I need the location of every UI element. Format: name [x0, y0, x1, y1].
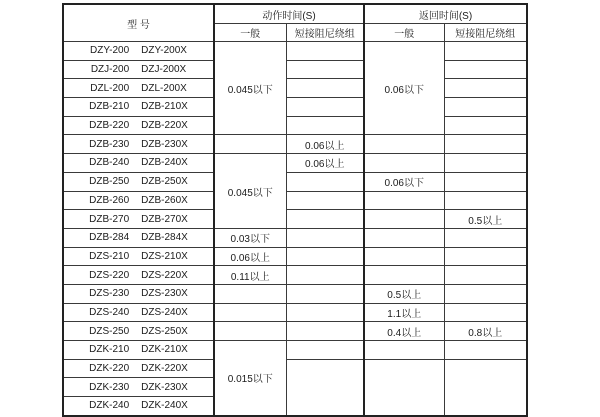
action-general-cell — [214, 284, 286, 303]
return-general-cell: 0.5以上 — [364, 284, 444, 303]
action-damped-cell — [286, 42, 364, 61]
table-row — [63, 266, 527, 285]
action-general-cell — [214, 322, 286, 341]
return-general-cell: 0.06以下 — [364, 42, 444, 135]
model-name-x: DZS-210X — [141, 250, 188, 262]
table-row — [63, 116, 527, 135]
model-name-x: DZK-210X — [141, 344, 188, 356]
return-damped-cell — [444, 247, 527, 266]
model-name: DZK-220 — [89, 363, 130, 375]
model-cell — [63, 341, 214, 360]
subheader-action-damped: 短接阻尼绕组 — [286, 24, 364, 42]
model-name: DZB-250 — [89, 176, 130, 188]
action-damped-cell — [286, 284, 364, 303]
return-damped-cell — [444, 116, 527, 135]
action-damped-cell — [286, 60, 364, 79]
model-name: DZB-230 — [89, 138, 130, 150]
model-cell — [63, 116, 214, 135]
model-cell — [63, 397, 214, 416]
model-cell — [63, 98, 214, 117]
table-row — [63, 341, 527, 360]
model-name-x: DZB-260X — [141, 194, 188, 206]
model-cell — [63, 172, 214, 191]
model-name: DZK-240 — [89, 400, 130, 412]
action-damped-cell — [286, 247, 364, 266]
return-damped-cell — [444, 172, 527, 191]
model-name: DZB-240 — [89, 157, 130, 169]
return-general-cell — [364, 135, 444, 154]
return-general-cell — [364, 191, 444, 210]
model-name: DZK-230 — [89, 381, 130, 393]
model-name: DZB-260 — [89, 194, 130, 206]
action-general-cell: 0.06以上 — [214, 247, 286, 266]
table-row — [63, 154, 527, 173]
return-damped-cell: 0.8以上 — [444, 322, 527, 341]
model-cell — [63, 359, 214, 378]
table-row — [63, 79, 527, 98]
return-general-cell — [364, 341, 444, 360]
action-general-cell: 0.045以下 — [214, 154, 286, 229]
model-name-x: DZB-250X — [141, 176, 188, 188]
return-damped-cell: 0.5以上 — [444, 210, 527, 229]
model-name: DZB-210 — [89, 101, 130, 113]
subheader-return-damped: 短接阻尼绕组 — [444, 24, 527, 42]
table-row — [63, 303, 527, 322]
action-damped-cell — [286, 116, 364, 135]
model-name: DZS-210 — [89, 250, 130, 262]
return-damped-cell — [444, 359, 527, 416]
col-header-action-time: 动作时间(S) — [214, 4, 364, 24]
model-cell — [63, 303, 214, 322]
action-damped-cell — [286, 228, 364, 247]
action-damped-cell — [286, 359, 364, 416]
table-row — [63, 210, 527, 229]
model-cell — [63, 284, 214, 303]
return-general-cell: 0.4以上 — [364, 322, 444, 341]
return-damped-cell — [444, 303, 527, 322]
model-name: DZS-230 — [89, 288, 130, 300]
model-name: DZS-240 — [89, 306, 130, 318]
model-cell — [63, 247, 214, 266]
action-damped-cell — [286, 266, 364, 285]
action-damped-cell — [286, 303, 364, 322]
table-row — [63, 322, 527, 341]
model-name-x: DZB-220X — [141, 120, 188, 132]
model-name: DZS-220 — [89, 269, 130, 281]
return-damped-cell — [444, 154, 527, 173]
action-damped-cell: 0.06以上 — [286, 154, 364, 173]
model-name: DZJ-200 — [90, 64, 130, 76]
return-general-cell — [364, 228, 444, 247]
model-name-x: DZS-250X — [141, 325, 188, 337]
return-damped-cell — [444, 266, 527, 285]
return-general-cell — [364, 154, 444, 173]
model-name: DZL-200 — [90, 82, 130, 94]
model-name: DZB-220 — [89, 120, 130, 132]
return-general-cell: 0.06以下 — [364, 172, 444, 191]
col-header-return-time: 返回时间(S) — [364, 4, 527, 24]
return-damped-cell — [444, 79, 527, 98]
action-general-cell — [214, 303, 286, 322]
action-damped-cell: 0.06以上 — [286, 135, 364, 154]
table-row — [63, 228, 527, 247]
header-row-1 — [63, 4, 527, 24]
model-name-x: DZB-230X — [141, 138, 188, 150]
return-damped-cell — [444, 341, 527, 360]
return-damped-cell — [444, 191, 527, 210]
action-damped-cell — [286, 172, 364, 191]
relay-timing-table — [62, 3, 528, 417]
action-general-cell: 0.015以下 — [214, 341, 286, 416]
model-cell — [63, 42, 214, 61]
return-damped-cell — [444, 284, 527, 303]
table-row — [63, 247, 527, 266]
return-damped-cell — [444, 135, 527, 154]
return-damped-cell — [444, 60, 527, 79]
return-general-cell — [364, 266, 444, 285]
model-name: DZS-250 — [89, 325, 130, 337]
table-row — [63, 359, 527, 378]
model-cell — [63, 210, 214, 229]
col-header-model: 型 号 — [63, 4, 214, 42]
return-general-cell — [364, 247, 444, 266]
model-name-x: DZB-240X — [141, 157, 188, 169]
action-damped-cell — [286, 322, 364, 341]
subheader-return-general: 一般 — [364, 24, 444, 42]
table-row — [63, 135, 527, 154]
table-row — [63, 98, 527, 117]
return-damped-cell — [444, 42, 527, 61]
action-damped-cell — [286, 191, 364, 210]
model-name-x: DZS-240X — [141, 306, 188, 318]
model-name-x: DZY-200X — [141, 45, 187, 57]
action-damped-cell — [286, 98, 364, 117]
model-name: DZK-210 — [89, 344, 130, 356]
model-name: DZB-284 — [89, 232, 130, 244]
table-row — [63, 284, 527, 303]
return-damped-cell — [444, 228, 527, 247]
model-cell — [63, 322, 214, 341]
model-name: DZB-270 — [89, 213, 130, 225]
return-general-cell — [364, 210, 444, 229]
model-cell — [63, 228, 214, 247]
table-row — [63, 172, 527, 191]
model-cell — [63, 191, 214, 210]
action-damped-cell — [286, 341, 364, 360]
model-cell — [63, 135, 214, 154]
model-name-x: DZK-240X — [141, 400, 188, 412]
action-general-cell: 0.11以上 — [214, 266, 286, 285]
model-name-x: DZK-220X — [141, 363, 188, 375]
model-cell — [63, 378, 214, 397]
action-general-cell: 0.03以下 — [214, 228, 286, 247]
subheader-action-general: 一般 — [214, 24, 286, 42]
model-name-x: DZJ-200X — [141, 64, 187, 76]
model-name-x: DZB-284X — [141, 232, 188, 244]
action-damped-cell — [286, 79, 364, 98]
model-cell — [63, 79, 214, 98]
action-general-cell: 0.045以下 — [214, 42, 286, 135]
action-general-cell — [214, 135, 286, 154]
table-row — [63, 42, 527, 61]
return-general-cell: 1.1以上 — [364, 303, 444, 322]
model-name-x: DZS-230X — [141, 288, 188, 300]
action-damped-cell — [286, 210, 364, 229]
model-name-x: DZB-270X — [141, 213, 188, 225]
table-row — [63, 191, 527, 210]
spec-table-container — [62, 3, 528, 417]
model-cell — [63, 60, 214, 79]
model-name: DZY-200 — [90, 45, 130, 57]
model-name-x: DZS-220X — [141, 269, 188, 281]
model-name-x: DZB-210X — [141, 101, 188, 113]
table-row — [63, 60, 527, 79]
model-name-x: DZK-230X — [141, 381, 188, 393]
return-damped-cell — [444, 98, 527, 117]
return-general-cell — [364, 359, 444, 416]
model-cell — [63, 154, 214, 173]
model-cell — [63, 266, 214, 285]
model-name-x: DZL-200X — [141, 82, 187, 94]
